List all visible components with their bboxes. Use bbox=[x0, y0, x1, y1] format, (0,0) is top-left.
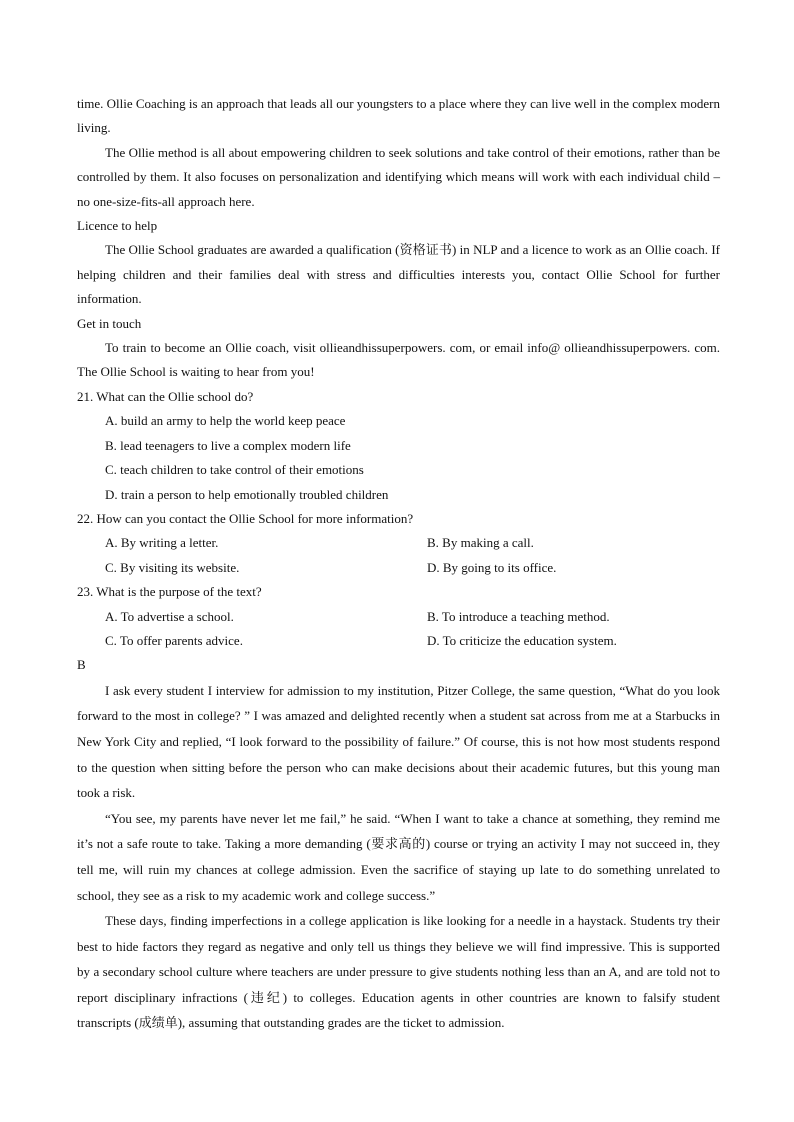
question-23-row-1 bbox=[77, 605, 720, 629]
question-22-option-b: B. By making a call. bbox=[427, 535, 534, 551]
passage-b-paragraph-2: “You see, my parents have never let me fail,” he said. “When I want to take a chance at something, they remind me it’s not a safe route to take. Taking a more demanding (要求高的) course or trying an activity I may not succeed in, they tell me, will ruin my chances at college admission. Even the sacrifice of staying up late to do something unrelated to school, they see as a risk to my academic work and college success.” bbox=[77, 810, 720, 903]
question-21-option-d: D. train a person to help emotionally troubled children bbox=[105, 486, 389, 502]
passage-a-paragraph-2: The Ollie method is all about empowering children to seek solutions and take control of their emotions, rather than be controlled by them. It also focuses on personalization and identifying which means will work with each individual child – no one-size-fits-all approach here. bbox=[77, 144, 720, 209]
question-23-option-d: D. To criticize the education system. bbox=[427, 632, 617, 648]
question-23-option-a: A. To advertise a school. bbox=[105, 608, 234, 624]
section-label-b: B bbox=[77, 657, 86, 673]
question-23-row-2 bbox=[77, 629, 720, 653]
question-22-row-1 bbox=[77, 531, 720, 555]
passage-b-paragraph-1: I ask every student I interview for admission to my institution, Pitzer College, the same question, “What do you look forward to the most in college? ” I was amazed and delighted recently when a student sat across from me at a Starbucks in New York City and replied, “I look forward to the possibility of failure.” Of course, this is not how most students respond to the question when sitting before the person who can make decisions about their academic futures, but this young man took a risk. bbox=[77, 682, 720, 801]
passage-a-paragraph-3: The Ollie School graduates are awarded a qualification (资格证书) in NLP and a licence to work as an Ollie coach. If helping children and their families deal with stress and difficulties interests you, contact Ollie School for further information. bbox=[77, 242, 720, 307]
question-21-option-c: C. teach children to take control of their emotions bbox=[105, 462, 364, 478]
question-22-option-d: D. By going to its office. bbox=[427, 559, 557, 575]
question-21-stem: 21. What can the Ollie school do? bbox=[77, 388, 254, 404]
section-heading-licence: Licence to help bbox=[77, 218, 158, 234]
question-21-option-b: B. lead teenagers to live a complex modern life bbox=[105, 437, 351, 453]
question-22-stem: 22. How can you contact the Ollie School for more information? bbox=[77, 510, 414, 526]
section-heading-contact: Get in touch bbox=[77, 315, 142, 331]
question-22-row-2 bbox=[77, 556, 720, 580]
question-22-option-a: A. By writing a letter. bbox=[105, 535, 219, 551]
question-21-option-a: A. build an army to help the world keep peace bbox=[105, 413, 346, 429]
question-23-stem: 23. What is the purpose of the text? bbox=[77, 584, 262, 600]
passage-a-paragraph-1: time. Ollie Coaching is an approach that leads all our youngsters to a place where they can live well in the complex modern living. bbox=[77, 96, 720, 136]
question-23-option-b: B. To introduce a teaching method. bbox=[427, 608, 610, 624]
passage-b-paragraph-3: These days, finding imperfections in a college application is like looking for a needle in a haystack. Students try their best to hide factors they regard as negative and only tell us things they believe we will find impressive. This is supported by a secondary school culture where teachers are under pressure to give students nothing less than an A, and are told not to report disciplinary infractions (违纪) to colleges. Education agents in other countries are known to falsify student transcripts (成绩单), assuming that outstanding grades are the ticket to admission. bbox=[77, 913, 720, 1031]
question-22-option-c: C. By visiting its website. bbox=[105, 559, 240, 575]
passage-a-paragraph-4: To train to become an Ollie coach, visit ollieandhissuperpowers. com, or email info@ ollieandhissuperpowers. com. The Ollie School is waiting to hear from you! bbox=[77, 340, 720, 380]
question-23-option-c: C. To offer parents advice. bbox=[105, 632, 243, 648]
